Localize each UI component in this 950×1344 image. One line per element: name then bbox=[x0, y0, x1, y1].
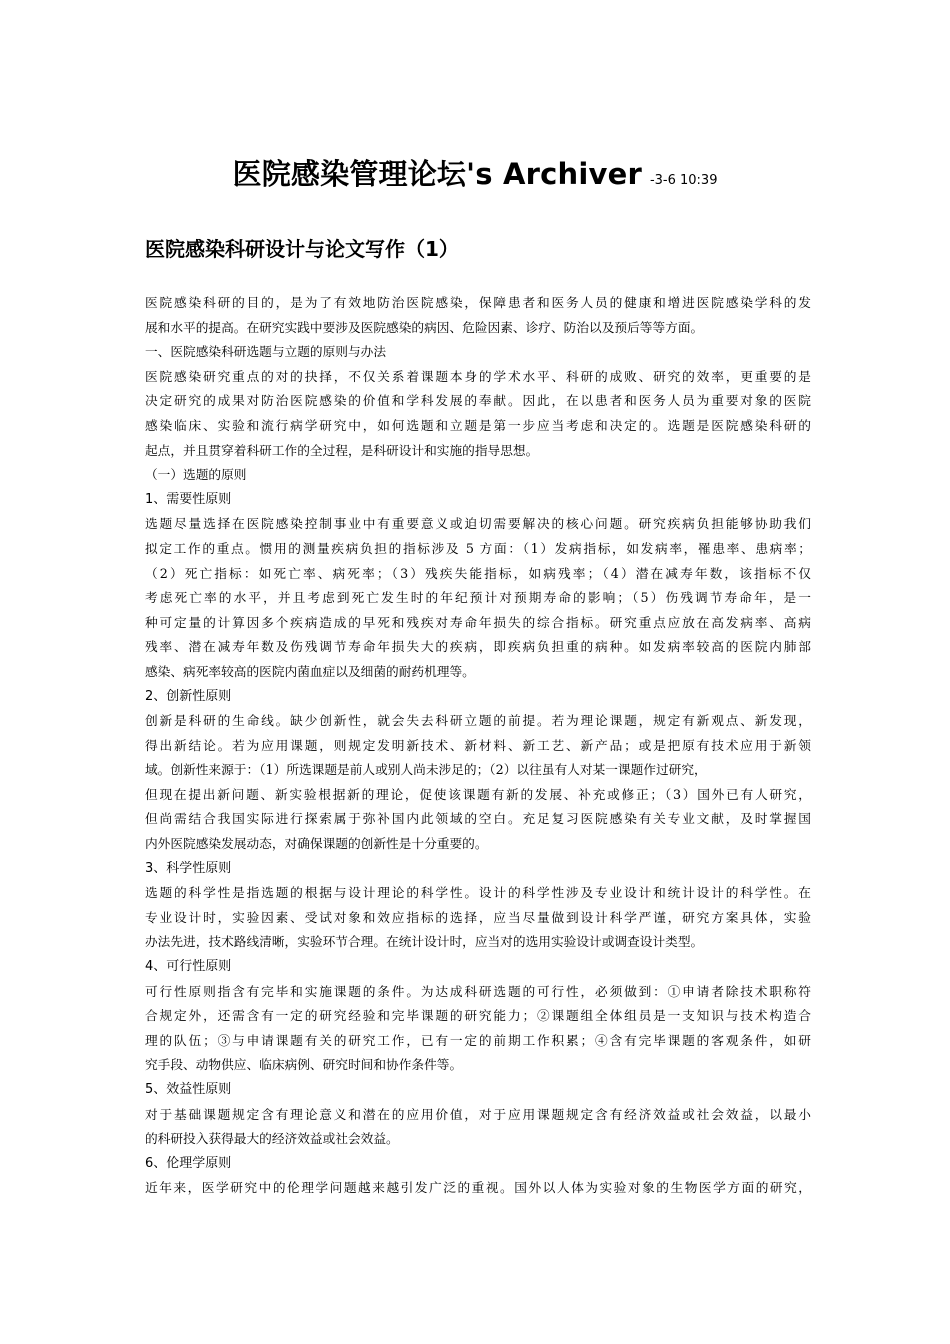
body-line: 感染临床、实验和流行病学研究中，如何选题和立题是第一步应当考虑和决定的。选题是医院感染科研的 bbox=[145, 417, 811, 433]
body-line: 创新是科研的生命线。缺少创新性，就会失去科研立题的前提。若为理论课题，规定有新观点、新发现， bbox=[145, 713, 811, 729]
body-line: （一）选题的原则 bbox=[145, 467, 247, 483]
body-line: 域。创新性来源于：（1）所选课题是前人或别人尚未涉足的；（2）以往虽有人对某一课题作过研究， bbox=[145, 762, 707, 778]
section-heading: 5、效益性原则 bbox=[145, 1082, 232, 1097]
body-line: 感染、病死率较高的医院内菌血症以及细菌的耐药机理等。 bbox=[145, 663, 475, 679]
body-line: 究手段、动物供应、临床病例、研究时间和协作条件等。 bbox=[145, 1057, 463, 1073]
body-line: 起点，并且贯穿着科研工作的全过程，是科研设计和实施的指导思想。 bbox=[145, 442, 539, 458]
body-line: 可行性原则指含有完毕和实施课题的条件。为达成科研选题的可行性，必须做到：①申请者除技术职称符 bbox=[145, 983, 811, 999]
body-line: 近年来，医学研究中的伦理学问题越来越引发广泛的重视。国外以人体为实验对象的生物医学方面的研究， bbox=[145, 1180, 811, 1196]
section-heading: 2、创新性原则 bbox=[145, 688, 232, 704]
section-heading: 1、需要性原则 bbox=[145, 491, 232, 507]
body-line: 拟定工作的重点。惯用的测量疾病负担的指标涉及 5 方面：（1）发病指标，如发病率，罹患率、患病率； bbox=[145, 540, 811, 556]
body-line: （2）死亡指标：如死亡率、病死率；（3）残疾失能指标，如病残率；（4）潜在减寿年数，该指标不仅 bbox=[145, 565, 811, 581]
section-heading: 4、可行性原则 bbox=[145, 959, 232, 975]
body-line: 选题尽量选择在医院感染控制事业中有重要意义或迫切需要解决的核心问题。研究疾病负担能够协助我们 bbox=[145, 516, 811, 532]
body-line: 考虑死亡率的水平，并且考虑到死亡发生时的年纪预计对预期寿命的影响；（5）伤残调节寿命年，是一 bbox=[145, 590, 811, 606]
body-line: 办法先进，技术路线清晰，实验环节合理。在统计设计时，应当对的选用实验设计或调查设计类型。 bbox=[145, 934, 704, 950]
body-line: 对于基础课题规定含有理论意义和潜在的应用价值，对于应用课题规定含有经济效益或社会效益，以最小 bbox=[145, 1106, 811, 1122]
body-line: 理的队伍；③与申请课题有关的研究工作，已有一定的前期工作积累；④含有完毕课题的客观条件，如研 bbox=[145, 1032, 811, 1048]
body-line: 选题的科学性是指选题的根据与设计理论的科学性。设计的科学性涉及专业设计和统计设计的科学性。在 bbox=[145, 885, 811, 901]
archive-header bbox=[0, 152, 950, 193]
document-title: 医院感染科研设计与论文写作（1） bbox=[145, 237, 459, 261]
body-line: 医院感染研究重点的对的抉择，不仅关系着课题本身的学术水平、科研的成败、研究的效率，更重要的是 bbox=[145, 368, 811, 384]
body-line: 医院感染科研的目的，是为了有效地防治医院感染，保障患者和医务人员的健康和增进医院感染学科的发 bbox=[145, 295, 811, 310]
body-line: 决定研究的成果对防治医院感染的价值和学科发展的奉献。因此，在以患者和医务人员为重要对象的医院 bbox=[145, 393, 811, 409]
body-line: 残率、潜在减寿年数及伤残调节寿命年损失大的疾病，即疾病负担重的病种。如发病率较高的医院内肺部 bbox=[145, 639, 811, 655]
section-heading: 6、伦理学原则 bbox=[145, 1155, 232, 1171]
section-heading: 3、科学性原则 bbox=[145, 860, 232, 876]
body-line: 种可定量的计算因多个疾病造成的早死和残疾对寿命年损失的综合指标。研究重点应放在高发病率、高病 bbox=[145, 614, 811, 630]
body-line: 但现在提出新问题、新实验根据新的理论，促使该课题有新的发展、补充或修正；（3）国外已有人研究， bbox=[145, 786, 811, 802]
body-line: 展和水平的提高。在研究实践中要涉及医院感染的病因、危险因素、诊疗、防治以及预后等等方面。 bbox=[145, 319, 704, 335]
document-body bbox=[145, 291, 811, 1201]
body-line: 得出新结论。若为应用课题，则规定发明新技术、新材料、新工艺、新产品；或是把原有技术应用于新领 bbox=[145, 737, 811, 753]
body-line: 专业设计时，实验因素、受试对象和效应指标的选择，应当尽量做到设计科学严谨，研究方案具体，实验 bbox=[145, 909, 811, 925]
archive-timestamp: -3-6 10:39 bbox=[649, 173, 718, 188]
body-line: 一、医院感染科研选题与立题的原则与办法 bbox=[145, 344, 387, 360]
body-line: 合规定外，还需含有一定的研究经验和完毕课题的研究能力；②课题组全体组员是一支知识与技术构造合 bbox=[145, 1008, 811, 1024]
body-line: 但尚需结合我国实际进行探索属于弥补国内此领域的空白。充足复习医院感染有关专业文献，及时掌握国 bbox=[145, 811, 811, 827]
body-line: 的科研投入获得最大的经济效益或社会效益。 bbox=[145, 1131, 399, 1147]
body-line: 内外医院感染发展动态，对确保课题的创新性是十分重要的。 bbox=[145, 836, 488, 852]
site-title: 医院感染管理论坛's Archiver bbox=[232, 157, 642, 191]
